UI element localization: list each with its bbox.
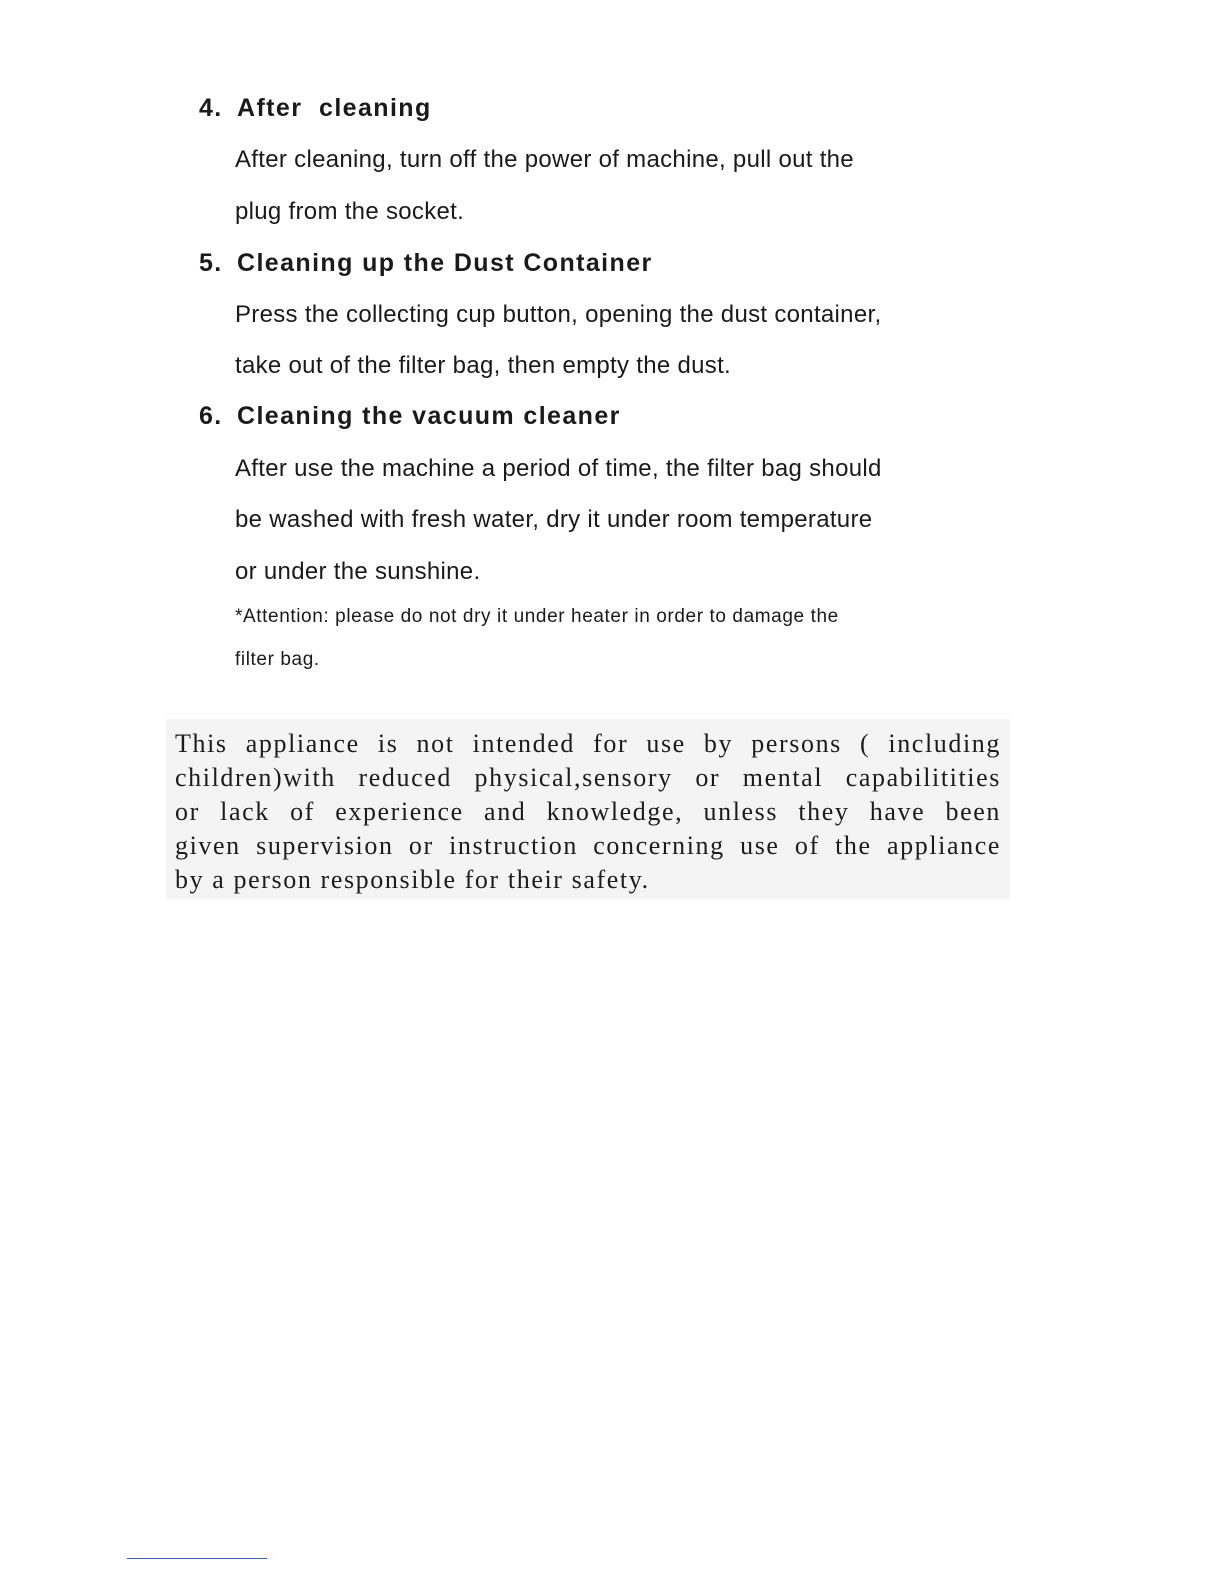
section-title: Cleaning up the Dust Container	[237, 249, 653, 277]
section-number: 6.	[199, 402, 223, 430]
section-title: After cleaning	[237, 94, 432, 122]
warning-line: given supervision or instruction concerning use of the appliance	[175, 831, 1001, 860]
section-text-line: be washed with fresh water, dry it under room temperature	[235, 506, 873, 533]
section-text-line: After use the machine a period of time, the filter bag should	[235, 455, 882, 482]
section-text-line: plug from the socket.	[235, 198, 465, 225]
section-heading-dust-container	[199, 249, 653, 278]
safety-warning-box	[166, 719, 1010, 899]
section-text-line: or under the sunshine.	[235, 558, 481, 585]
attention-note-line: *Attention: please do not dry it under heater in order to damage the	[235, 606, 839, 627]
section-text-line: After cleaning, turn off the power of machine, pull out the	[235, 146, 854, 173]
warning-line: children)with reduced physical,sensory or mental capabilitities	[175, 763, 1001, 792]
section-text-line: take out of the filter bag, then empty the dust.	[235, 352, 732, 379]
attention-note-line: filter bag.	[235, 649, 320, 670]
warning-line: or lack of experience and knowledge, unless they have been	[175, 797, 1001, 826]
footnote-divider	[127, 1558, 267, 1559]
section-number: 4.	[199, 94, 223, 122]
section-number: 5.	[199, 249, 223, 277]
warning-line: by a person responsible for their safety.	[175, 865, 650, 894]
section-title: Cleaning the vacuum cleaner	[237, 402, 621, 430]
warning-line: This appliance is not intended for use by persons ( including	[175, 729, 1001, 758]
section-heading-after-cleaning	[199, 94, 432, 123]
section-heading-cleaning-vacuum	[199, 402, 621, 431]
section-text-line: Press the collecting cup button, opening the dust container,	[235, 301, 882, 328]
